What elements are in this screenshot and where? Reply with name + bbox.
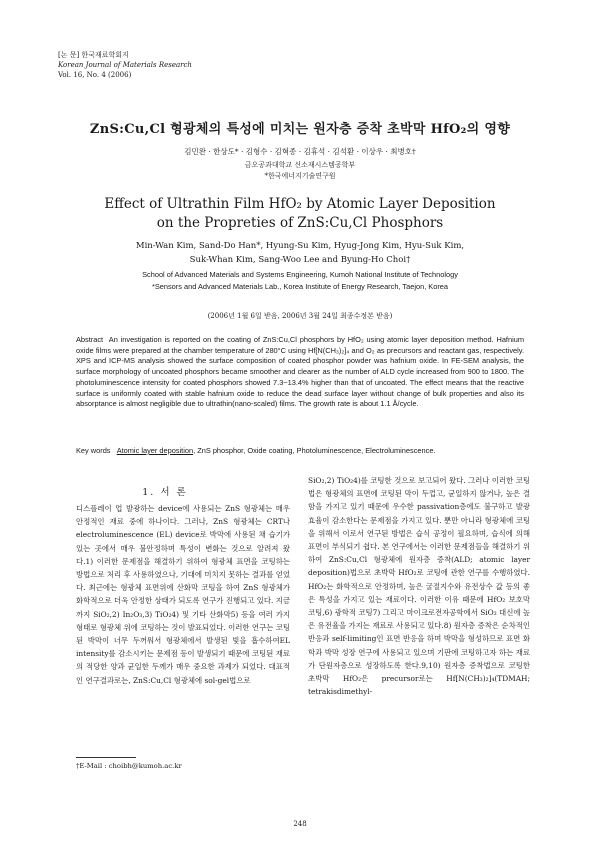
journal-line-1: [논 문] 한국재료학회지 [58, 51, 129, 59]
affiliations-english [0, 269, 600, 293]
authors-english [0, 239, 600, 267]
title-english [0, 195, 600, 233]
keywords-label: Key words [76, 446, 111, 455]
affiliation-korean-2: *한국에너지기술연구원 [264, 172, 336, 180]
footnote-rule [76, 757, 136, 758]
abstract-text: An investigation is reported on the coating of ZnS:Cu,Cl phosphors by HfO₂ using atomic layer deposition method. Hafnium oxide films were prepared at the chamber temperature of 280°C using Hf[N(CH₃)₂]₄ and O₂ as precursors and reactant gas, respectively. XPS and ICP-MS analysis showed the surface composition of coated phosphor powder was hafnium oxide. In FE-SEM analysis, the surface morphology of uncoated phosphors became smoother and clearer as the number of ALD cycle increased from 900 to 1800. The photoluminescence intensity for coated phosphors showed 7.3~13.4% higher than that of uncoated. The effect means that the reactive surface is uniformly coated with stable hafnium oxide to reduce the dead surface layer without change of bulk properties and also its absorptance is almost negligible due to ultrathin(nano-scaled) films. The growth rate is about 1.1 Å/cycle. [76, 335, 524, 409]
body-column-left: 디스플레이 업 발광하는 device에 사용되는 ZnS 형광체는 매우 안정적인 재료 중에 하나이다. 그러나, ZnS 형광체는 CRT나 electroluminescence (EL) device로 박막에 사용된 채 습기가 있는 곳에서 매우 불안정하며 특성이 변화는 것으로 알려져 왔다.1) 이러한 문제점을 해결하기 위하여 형광체 표면을 코팅하는 방법으로 처리 후 사용하였으나, 기대에 미치지 못하는 결과를 얻었다. 최근에는 형광체 표면위에 산화막 코팅을 하여 ZnS 형광체가 화학적으로 더욱 안정한 상태가 되도록 연구가 진행되고 있다. 지금까지 SiO₂,2) In₂O₃,3) TiO₂4) 및 기타 산화막5) 등을 여러 가지 형태로 형광체 위에 코팅하는 것이 발표되었다. 이러한 연구는 코팅된 박막이 너무 두꺼워서 형광체에서 발생된 빛을 흡수하여EL intensity를 감소시키는 문제점 등이 발생되기 때문에 코팅된 재료의 적당한 양과 균일한 두께가 매우 중요한 과제가 되었다. 대표적인 연구결과로는, ZnS:Cu,Cl 형광체에 sol-gel법으로 [76, 504, 290, 685]
body-column-right: SiO₂,2) TiO₂4)를 코팅한 것으로 보고되어 왔다. 그러나 이러한 코팅법은 형광체의 표면에 코팅된 막이 두껍고, 균일하지 않거나, 높은 결함을 가지고 있기 때문에 우수한 passivation층에도 불구하고 발광 효율이 감소한다는 문제점을 가지고 있다. 뿐만 아니라 형광체에 코팅을 위해서 이로서 연구된 방법은 습식 공정이 필요하며, 습식에 의해 표면이 부식되기 쉽다. 본 연구에서는 이러한 문제점들을 해결하기 위하여 ZnS:Cu,Cl 형광체에 원자층 증착(ALD; atomic layer deposition)법으로 초박막 HfO₂로 코팅에 관한 연구를 수행하였다. HfO₂는 화학적으로 안정하며, 높은 굴절지수와 유전상수 값 등의 좋은 특성을 가지고 있는 재료이다. 이러한 이유 때문에 HfO₂ 보호막 코팅,6) 광학적 코팅7) 그리고 마이크로전자공학에서 SiO₂ 대신에 높은 유전율을 가지는 재료로 사용되고 있다.8) 원자층 증착은 순차적인 반응과 self-limiting인 표면 반응을 하며 박막을 형성하므로 표면 화학과 박막 성장 연구에 사용되고 있으며 기판에 코팅하고자 하는 재료가 단원자층으로 성장하도록 한다.9,10) 원자층 증착법으로 코팅한 초박막 HfO₂은 precursor로는 Hf[N(CH₃)₂]₄(TDMAH; tetrakisdimethyl- [308, 476, 530, 697]
abstract [76, 335, 524, 410]
affiliation-english-1: School of Advanced Materials and Systems Engineering, Kumoh National Institute of Technology [142, 270, 458, 279]
received-dates: (2006년 1월 6일 받음, 2006년 3월 24일 최종수정본 받음) [207, 312, 393, 320]
affiliation-english-2: *Sensors and Advanced Materials Lab., Korea Institute of Energy Research, Taejon, Korea [151, 282, 449, 291]
title-english-line-1: Effect of Ultrathin Film HfO₂ by Atomic Layer Deposition [104, 196, 496, 212]
journal-line-3: Vol. 16, No. 4 (2006) [58, 71, 132, 79]
authors-korean: 김민완 · 한상도* · 김형수 · 김혁종 · 김휴석 · 김석환 · 이상우 · 최병호† [184, 147, 416, 156]
authors-english-line-1: Min-Wan Kim, Sand-Do Han*, Hyung-Su Kim, Hyug-Jong Kim, Hyu-Suk Kim, [135, 241, 465, 251]
journal-line-2: Korean Journal of Materials Research [58, 61, 192, 69]
keyword-first: Atomic layer deposition [116, 446, 194, 455]
affiliations-korean [0, 160, 600, 182]
title-korean: ZnS:Cu,Cl 형광체의 특성에 미치는 원자층 증착 초박막 HfO₂의 영향 [89, 122, 511, 137]
footnote: †E-Mail : choibh@kumoh.ac.kr [76, 762, 182, 770]
authors-english-line-2: Suk-Whan Kim, Sang-Woo Lee and Byung-Ho Choi† [189, 255, 411, 265]
abstract-label: Abstract [76, 335, 104, 344]
journal-header [58, 50, 192, 80]
page-number: 248 [293, 820, 307, 828]
section-heading: 1. 서 론 [142, 487, 188, 498]
keywords [76, 446, 536, 455]
affiliation-korean-1: 금오공과대학교 신소재시스템공학부 [244, 161, 356, 169]
title-english-line-2: on the Propreties of ZnS:Cu,Cl Phosphors [156, 215, 444, 231]
keywords-rest: , ZnS phosphor, Oxide coating, Photoluminescence, Electroluminescence. [193, 446, 436, 455]
